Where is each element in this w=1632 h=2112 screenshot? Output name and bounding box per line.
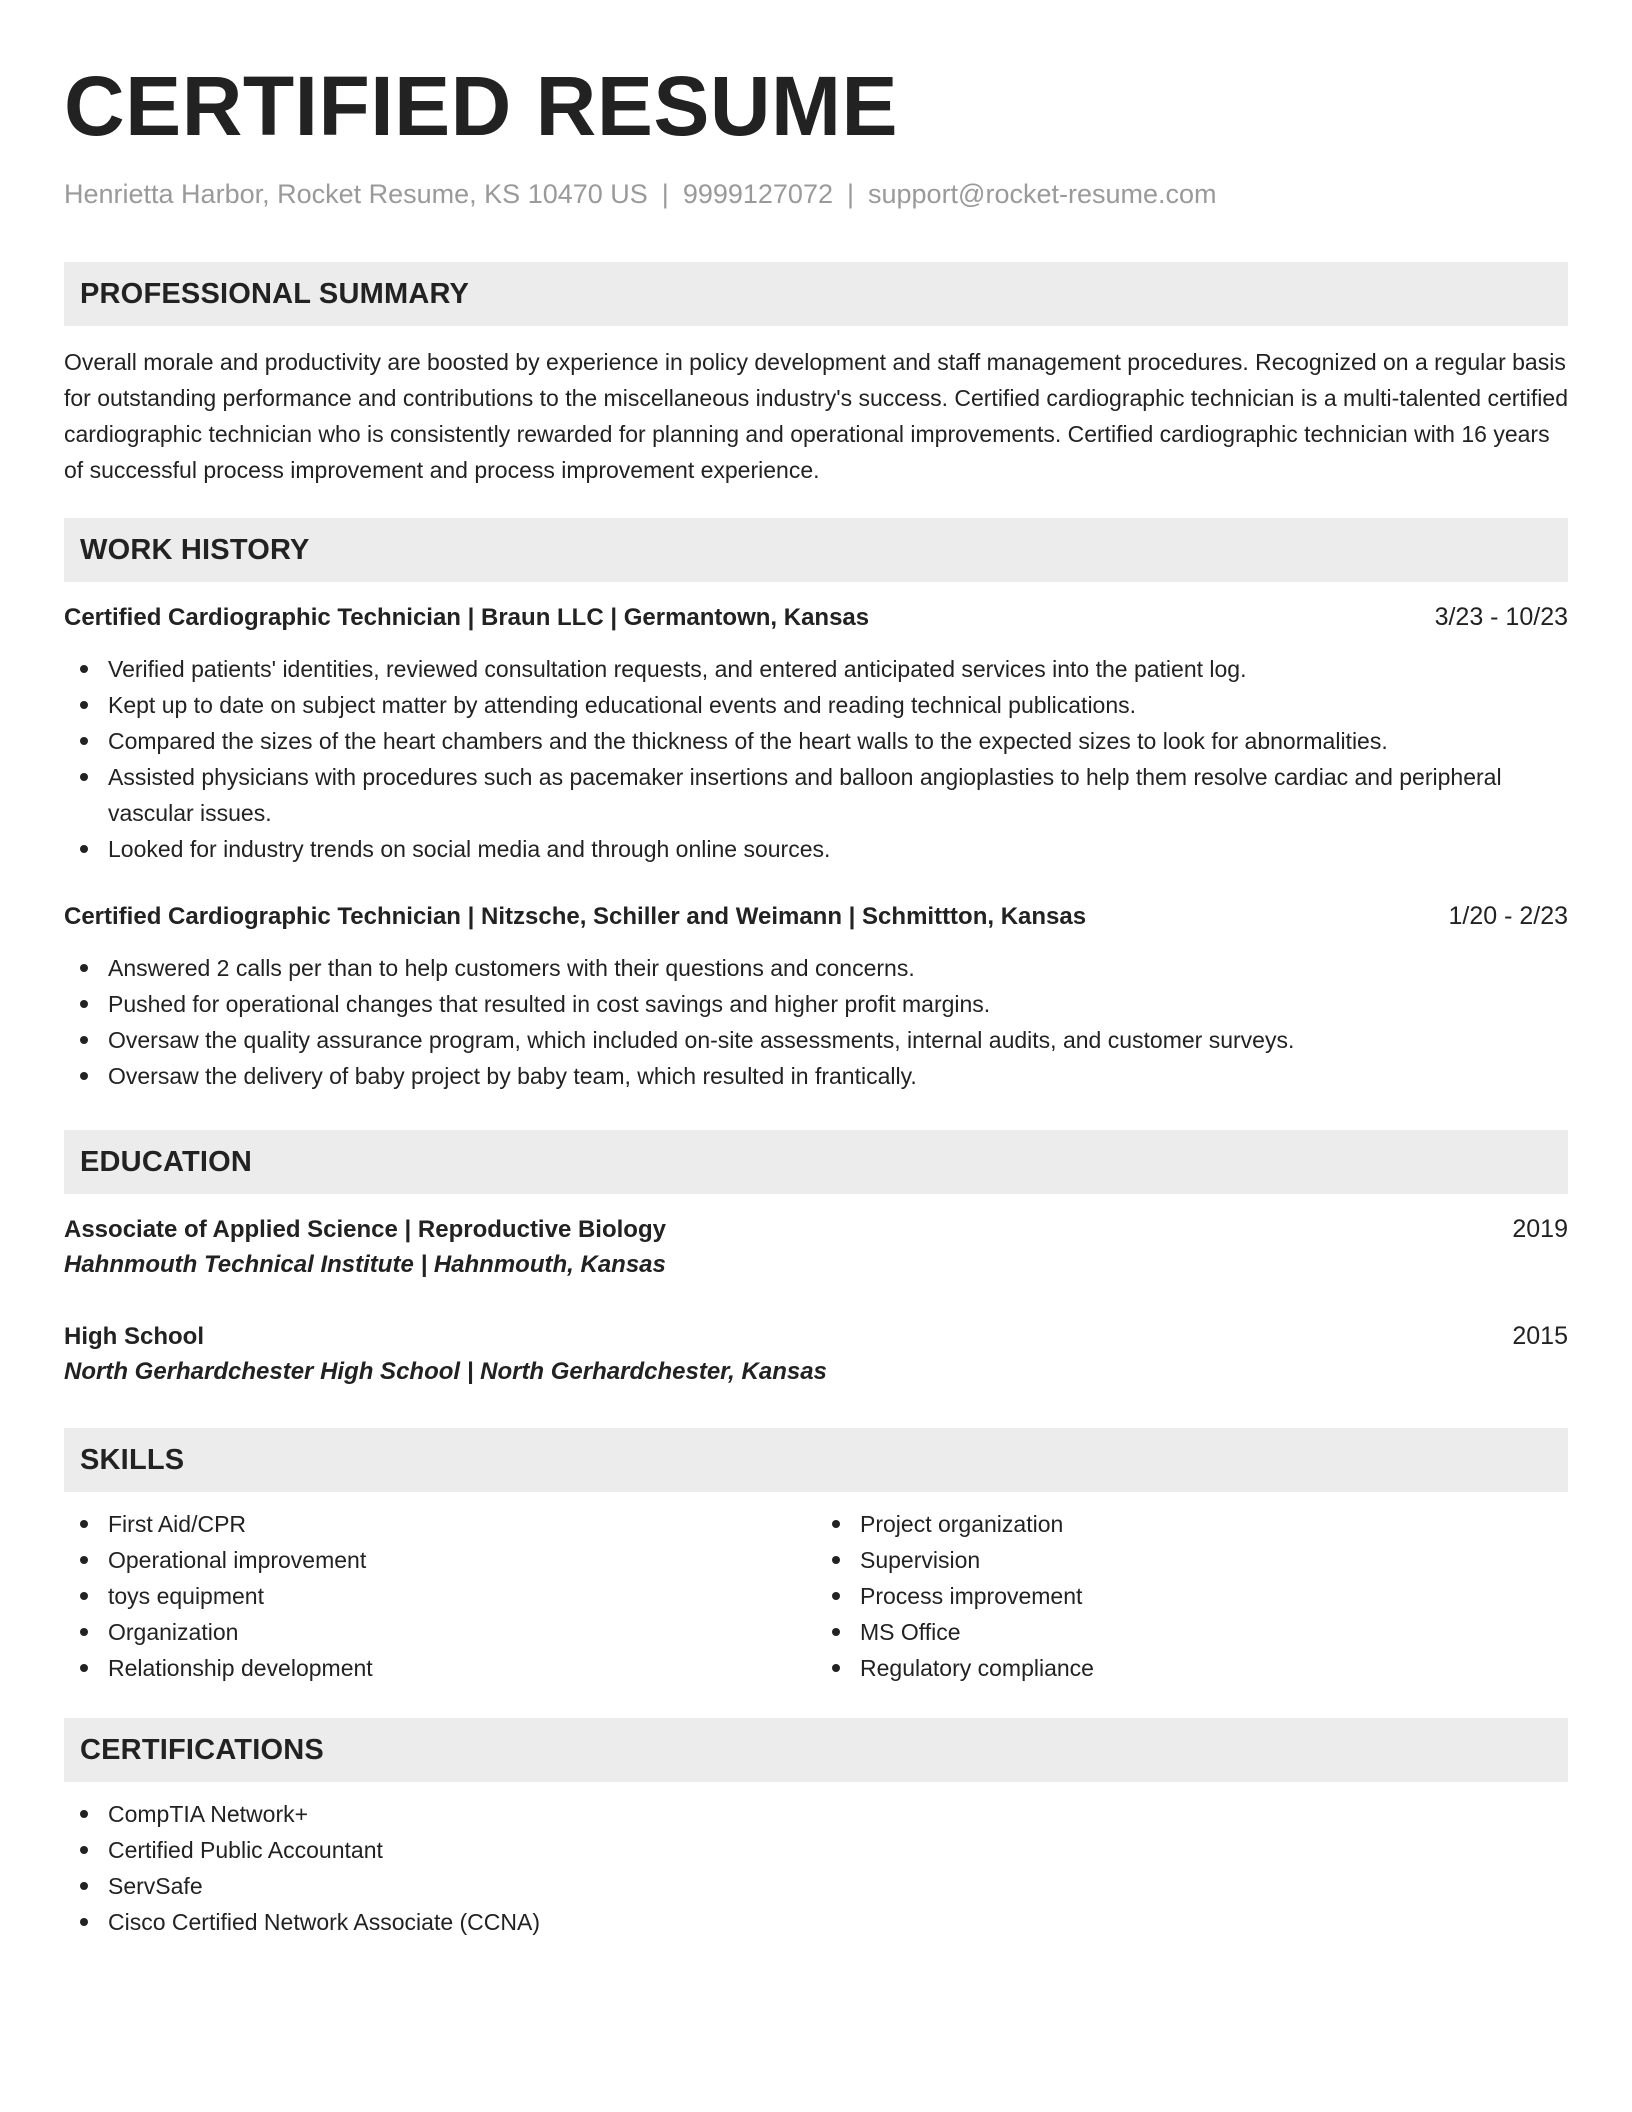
section-header-summary: PROFESSIONAL SUMMARY (64, 262, 1568, 326)
resume-title: CERTIFIED RESUME (64, 59, 899, 153)
job-title: Certified Cardiographic Technician | Nitzsche, Schiller and Weimann | Schmittton, Kansas (64, 903, 1087, 930)
list-item: Operational improvement (64, 1542, 816, 1578)
job-bullet-list (64, 651, 1568, 867)
job-dates: 1/20 - 2/23 (1448, 902, 1568, 930)
skills-grid (64, 1506, 1568, 1686)
job-title: Certified Cardiographic Technician | Braun LLC | Germantown, Kansas (64, 604, 870, 631)
section-header-work-history: WORK HISTORY (64, 518, 1568, 582)
list-item: Certified Public Accountant (64, 1832, 1568, 1868)
education-year: 2019 (1512, 1215, 1568, 1243)
contact-separator: | (846, 179, 854, 209)
skills-list (816, 1506, 1568, 1686)
list-item: Relationship development (64, 1650, 816, 1686)
education-school: North Gerhardchester High School | North Gerhardchester, Kansas (64, 1358, 827, 1385)
skills-column-right (816, 1506, 1568, 1686)
contact-line (64, 176, 1568, 212)
list-item: CompTIA Network+ (64, 1796, 1568, 1832)
list-item: Answered 2 calls per than to help customers with their questions and concerns. (64, 950, 1568, 986)
education-school: Hahnmouth Technical Institute | Hahnmouth, Kansas (64, 1251, 666, 1278)
list-item: Verified patients' identities, reviewed consultation requests, and entered anticipated services into the patient log. (64, 651, 1568, 687)
education-degree: Associate of Applied Science | Reproductive Biology (64, 1216, 666, 1243)
skills-column-left (64, 1506, 816, 1686)
section-header-education: EDUCATION (64, 1130, 1568, 1194)
contact-separator: | (661, 179, 669, 209)
list-item: ServSafe (64, 1868, 1568, 1904)
education-entry-header (64, 1212, 1568, 1247)
section-header-certifications: CERTIFICATIONS (64, 1718, 1568, 1782)
list-item: Looked for industry trends on social media and through online sources. (64, 831, 1568, 867)
list-item: Oversaw the delivery of baby project by baby team, which resulted in frantically. (64, 1058, 1568, 1094)
education-year: 2015 (1512, 1322, 1568, 1350)
list-item: Oversaw the quality assurance program, which included on-site assessments, internal audits, and customer surveys. (64, 1022, 1568, 1058)
list-item: Kept up to date on subject matter by attending educational events and reading technical publications. (64, 687, 1568, 723)
job-entry-header (64, 600, 1568, 635)
contact-address: Henrietta Harbor, Rocket Resume, KS 10470 US (64, 179, 648, 209)
job-entry-header (64, 899, 1568, 934)
list-item: Project organization (816, 1506, 1568, 1542)
job-bullet-list (64, 950, 1568, 1094)
job-dates: 3/23 - 10/23 (1434, 603, 1568, 631)
list-item: Pushed for operational changes that resulted in cost savings and higher profit margins. (64, 986, 1568, 1022)
list-item: Supervision (816, 1542, 1568, 1578)
contact-email: support@rocket-resume.com (868, 179, 1217, 209)
list-item: MS Office (816, 1614, 1568, 1650)
list-item: Compared the sizes of the heart chambers and the thickness of the heart walls to the expected sizes to look for abnormalities. (64, 723, 1568, 759)
list-item: Assisted physicians with procedures such as pacemaker insertions and balloon angioplasties to help them resolve cardiac and peripheral vascular issues. (64, 759, 1568, 831)
section-header-skills: SKILLS (64, 1428, 1568, 1492)
list-item: First Aid/CPR (64, 1506, 816, 1542)
list-item: toys equipment (64, 1578, 816, 1614)
contact-phone: 9999127072 (682, 179, 833, 209)
summary-text: Overall morale and productivity are boosted by experience in policy development and staff management procedures. Recognized on a regular basis for outstanding performance and contributions to the miscellaneous industry's success. Certified cardiographic technician is a multi-talented certified cardiographic technician who is consistently rewarded for planning and operational improvements. Certified cardiographic technician with 16 years of successful process improvement and process improvement experience. (64, 349, 1568, 483)
education-degree: High School (64, 1323, 204, 1350)
certifications-list (64, 1796, 1568, 1940)
list-item: Organization (64, 1614, 816, 1650)
list-item: Regulatory compliance (816, 1650, 1568, 1686)
education-entry-header (64, 1319, 1568, 1354)
skills-list (64, 1506, 816, 1686)
list-item: Process improvement (816, 1578, 1568, 1614)
list-item: Cisco Certified Network Associate (CCNA) (64, 1904, 1568, 1940)
